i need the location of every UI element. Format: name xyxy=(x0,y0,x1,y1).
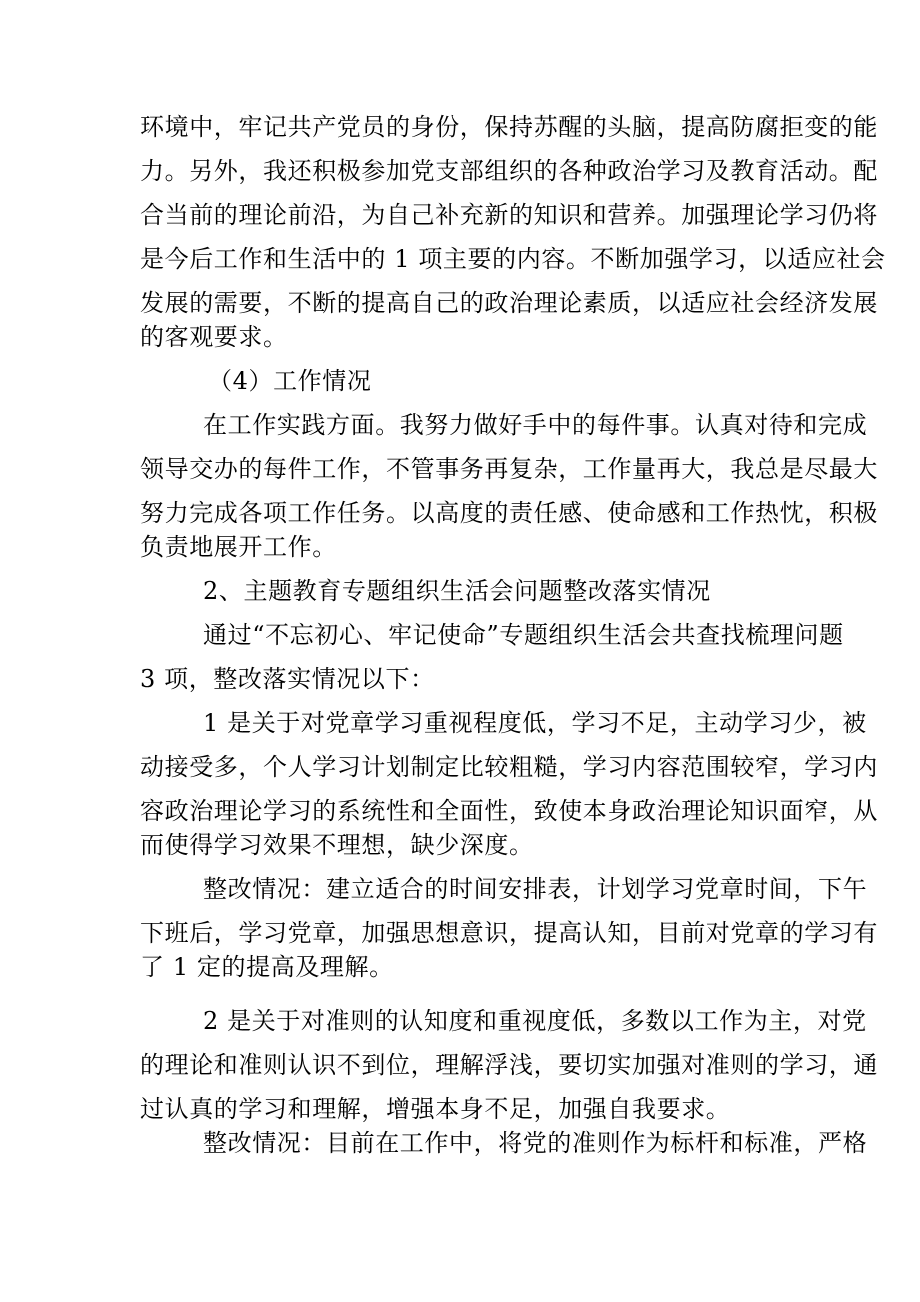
text-line: 是今后工作和生活中的 1 项主要的内容。不断加强学习，以适应社会 xyxy=(140,245,886,273)
section-heading: （4）工作情况 xyxy=(208,367,372,395)
text-line: 环境中，牢记共产党员的身份，保持苏醒的头脑，提高防腐拒变的能 xyxy=(140,113,878,141)
text-line: 动接受多，个人学习计划制定比较粗糙，学习内容范围较窄，学习内 xyxy=(140,753,878,781)
text-line: 3 项，整改落实情况以下： xyxy=(140,665,435,693)
text-line: 而使得学习效果不理想，缺少深度。 xyxy=(140,831,534,859)
text-line: 的客观要求。 xyxy=(140,323,288,351)
paragraph-first-line: 2 是关于对准则的认知度和重视度低，多数以工作为主，对党 xyxy=(203,1007,867,1035)
text-line: 的理论和准则认识不到位，理解浮浅，要切实加强对准则的学习，通 xyxy=(140,1051,878,1079)
paragraph-first-line: 在工作实践方面。我努力做好手中的每件事。认真对待和完成 xyxy=(203,411,868,439)
text-line: 努力完成各项工作任务。以高度的责任感、使命感和工作热忱，积极 xyxy=(140,499,878,527)
text-line: 过认真的学习和理解，增强本身不足，加强自我要求。 xyxy=(140,1095,731,1123)
paragraph-first-line: 整改情况：建立适合的时间安排表，计划学习党章时间，下午 xyxy=(203,875,868,903)
text-line: 领导交办的每件工作，不管事务再复杂，工作量再大，我总是尽最大 xyxy=(140,455,878,483)
text-line: 容政治理论学习的系统性和全面性，致使本身政治理论知识面窄，从 xyxy=(140,797,878,825)
text-line: 力。另外，我还积极参加党支部组织的各种政治学习及教育活动。配 xyxy=(140,157,878,185)
paragraph-first-line: 通过“不忘初心、牢记使命”专题组织生活会共查找梳理问题 xyxy=(203,621,844,649)
text-line: 发展的需要，不断的提高自己的政治理论素质，以适应社会经济发展 xyxy=(140,289,878,317)
paragraph-first-line: 1 是关于对党章学习重视程度低，学习不足，主动学习少，被 xyxy=(203,709,867,737)
text-line: 合当前的理论前沿，为自己补充新的知识和营养。加强理论学习仍将 xyxy=(140,201,878,229)
text-line: 负责地展开工作。 xyxy=(140,533,337,561)
section-heading: 2、主题教育专题组织生活会问题整改落实情况 xyxy=(203,577,711,605)
paragraph-first-line: 整改情况：目前在工作中，将党的准则作为标杆和标准，严格 xyxy=(203,1129,868,1157)
text-line: 下班后，学习党章，加强思想意识，提高认知，目前对党章的学习有 xyxy=(140,919,878,947)
text-line: 了 1 定的提高及理解。 xyxy=(140,953,394,981)
